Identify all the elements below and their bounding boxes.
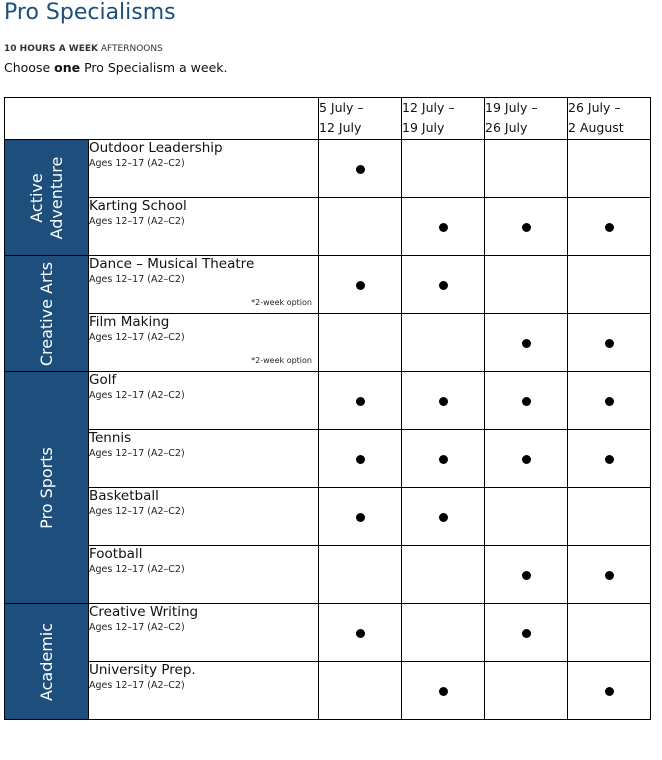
week-cell-1 (319, 488, 402, 546)
week-cell-2 (402, 140, 485, 198)
course-ages: Ages 12–17 (A2–C2) (89, 158, 185, 169)
availability-dot-icon (356, 629, 365, 638)
week-cell-2 (402, 198, 485, 256)
table-row (5, 140, 651, 198)
availability-dot-icon (439, 397, 448, 406)
category-label: Academic (36, 622, 56, 701)
week-cell-3 (485, 546, 568, 604)
table-row (5, 198, 651, 256)
week-header-row (5, 98, 651, 140)
week-cell-1 (319, 430, 402, 488)
week-cell-4 (568, 488, 651, 546)
availability-dot-icon (605, 339, 614, 348)
availability-dot-icon (605, 455, 614, 464)
week-cell-4 (568, 314, 651, 372)
week-cell-4 (568, 256, 651, 314)
table-row (5, 546, 651, 604)
week-cell-4 (568, 430, 651, 488)
category-pro-sports (5, 372, 89, 604)
week-cell-1 (319, 314, 402, 372)
week-cell-2 (402, 604, 485, 662)
availability-dot-icon (439, 281, 448, 290)
week-cell-2 (402, 488, 485, 546)
week-cell-1 (319, 372, 402, 430)
course-name: Golf (89, 372, 117, 388)
course-golf (89, 372, 319, 430)
course-basketball (89, 488, 319, 546)
week-cell-1 (319, 662, 402, 720)
availability-dot-icon (522, 339, 531, 348)
hours-bold: 10 HOURS A WEEK (4, 44, 98, 54)
category-creative-arts (5, 256, 89, 372)
week-cell-4 (568, 372, 651, 430)
table-row (5, 314, 651, 372)
table-row (5, 604, 651, 662)
hours-rest: AFTERNOONS (100, 44, 163, 54)
week-cell-2 (402, 430, 485, 488)
availability-dot-icon (439, 687, 448, 696)
course-ages: Ages 12–17 (A2–C2) (89, 274, 185, 285)
week-cell-4 (568, 604, 651, 662)
week-header-4: 26 July – 2 August (568, 98, 651, 140)
week-cell-2 (402, 314, 485, 372)
course-ages: Ages 12–17 (A2–C2) (89, 564, 185, 575)
course-name: Basketball (89, 488, 159, 504)
course-outdoor-leadership (89, 140, 319, 198)
availability-dot-icon (605, 571, 614, 580)
course-karting-school (89, 198, 319, 256)
course-name: University Prep. (89, 662, 196, 678)
week-cell-1 (319, 546, 402, 604)
availability-dot-icon (356, 455, 365, 464)
table-row (5, 256, 651, 314)
week-cell-4 (568, 662, 651, 720)
availability-dot-icon (522, 223, 531, 232)
course-football (89, 546, 319, 604)
week-cell-3 (485, 430, 568, 488)
course-dance-musical-theatre (89, 256, 319, 314)
course-tennis (89, 430, 319, 488)
course-creative-writing (89, 604, 319, 662)
instruction-before: Choose (4, 60, 55, 75)
course-ages: Ages 12–17 (A2–C2) (89, 216, 185, 227)
course-name: Dance – Musical Theatre (89, 256, 255, 272)
week-cell-3 (485, 256, 568, 314)
availability-dot-icon (605, 223, 614, 232)
week-header-3: 19 July – 26 July (485, 98, 568, 140)
availability-dot-icon (356, 397, 365, 406)
availability-dot-icon (439, 223, 448, 232)
week-header-2: 12 July – 19 July (402, 98, 485, 140)
course-ages: Ages 12–17 (A2–C2) (89, 680, 185, 691)
availability-dot-icon (522, 397, 531, 406)
week-cell-3 (485, 198, 568, 256)
course-name: Film Making (89, 314, 170, 330)
instruction-bold: one (54, 60, 81, 75)
availability-dot-icon (605, 687, 614, 696)
availability-dot-icon (522, 571, 531, 580)
category-label: Active Adventure (26, 156, 66, 239)
week-cell-4 (568, 546, 651, 604)
availability-dot-icon (522, 629, 531, 638)
course-name: Creative Writing (89, 604, 199, 620)
course-ages: Ages 12–17 (A2–C2) (89, 448, 185, 459)
course-ages: Ages 12–17 (A2–C2) (89, 332, 185, 343)
availability-dot-icon (605, 397, 614, 406)
two-week-option-note: *2-week option (251, 356, 312, 365)
table-row (5, 430, 651, 488)
week-cell-3 (485, 662, 568, 720)
availability-dot-icon (356, 513, 365, 522)
week-cell-1 (319, 256, 402, 314)
table-row (5, 372, 651, 430)
availability-dot-icon (522, 455, 531, 464)
schedule-subheading (4, 44, 163, 54)
course-name: Football (89, 546, 143, 562)
week-cell-3 (485, 314, 568, 372)
category-label: Creative Arts (36, 261, 56, 366)
availability-dot-icon (439, 455, 448, 464)
week-cell-4 (568, 198, 651, 256)
week-cell-3 (485, 488, 568, 546)
category-label: Pro Sports (36, 446, 56, 529)
instruction-after: Pro Specialism a week. (80, 60, 228, 75)
week-cell-1 (319, 140, 402, 198)
week-cell-3 (485, 372, 568, 430)
availability-dot-icon (356, 281, 365, 290)
course-ages: Ages 12–17 (A2–C2) (89, 390, 185, 401)
week-cell-2 (402, 546, 485, 604)
specialism-schedule-table (4, 97, 651, 720)
week-cell-2 (402, 662, 485, 720)
course-ages: Ages 12–17 (A2–C2) (89, 622, 185, 633)
week-cell-1 (319, 198, 402, 256)
week-cell-1 (319, 604, 402, 662)
table-row (5, 662, 651, 720)
availability-dot-icon (356, 165, 365, 174)
week-cell-4 (568, 140, 651, 198)
course-film-making (89, 314, 319, 372)
week-cell-3 (485, 604, 568, 662)
week-cell-2 (402, 256, 485, 314)
header-blank-cell (5, 98, 319, 140)
week-cell-3 (485, 140, 568, 198)
two-week-option-note: *2-week option (251, 298, 312, 307)
availability-dot-icon (439, 513, 448, 522)
course-ages: Ages 12–17 (A2–C2) (89, 506, 185, 517)
category-academic (5, 604, 89, 720)
page-title: Pro Specialisms (4, 0, 176, 25)
course-name: Outdoor Leadership (89, 140, 223, 156)
week-header-1: 5 July – 12 July (319, 98, 402, 140)
course-name: Karting School (89, 198, 187, 214)
instruction-text (4, 60, 228, 75)
week-cell-2 (402, 372, 485, 430)
course-university-prep (89, 662, 319, 720)
course-name: Tennis (89, 430, 132, 446)
table-row (5, 488, 651, 546)
category-active-adventure (5, 140, 89, 256)
